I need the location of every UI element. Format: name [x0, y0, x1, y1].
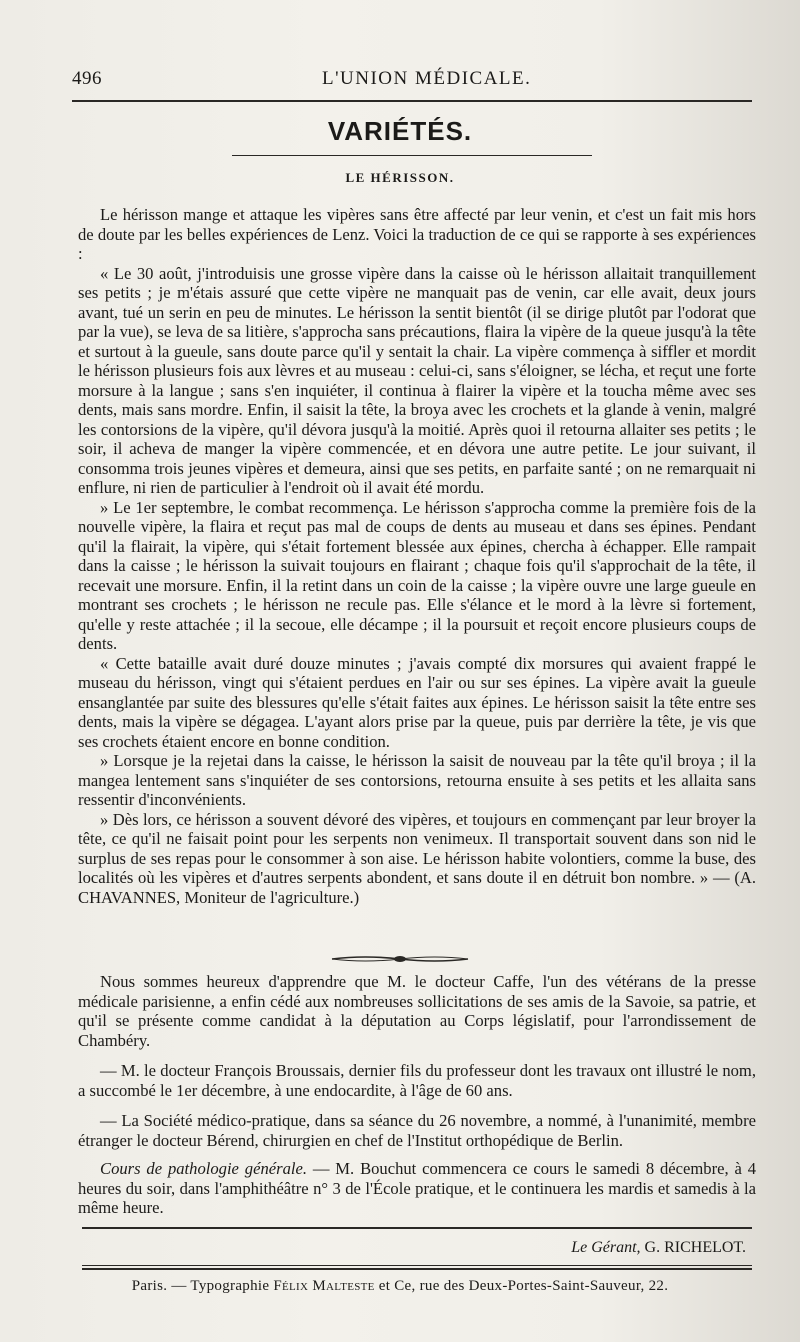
footer-rule-thick	[82, 1268, 752, 1270]
article-paragraph: » Lorsque je la rejetai dans la caisse, le hérisson la saisit de nouveau par la tête qu'il broya ; il la mangea lentement sans s'inquiéter de ses contorsions, retourna ensuite à ses petits et les allaita sans ressentir d'inconvénients.	[78, 751, 756, 809]
running-header	[72, 64, 752, 92]
footer-rule-thin	[82, 1265, 752, 1266]
printer-name: Félix Malteste	[273, 1278, 375, 1294]
news-section	[78, 972, 756, 1229]
article-paragraph: « Cette bataille avait duré douze minutes ; j'avais compté dix morsures qui avaient frappé le museau du hérisson, vingt qui s'étaient perdues en l'air ou sur ses épines. La vipère avait la gueule ensanglantée par suite des blessures qu'elle s'était faites aux épines. Le hérisson saisit la tête entre ses dents, mais la vipère se dégagea. L'ayant alors prise par la queue, puis par derrière la tête, je vis que ses crochets étaient encore en bonne condition.	[78, 653, 756, 751]
ornament-divider	[330, 954, 470, 964]
article-paragraph: « Le 30 août, j'introduisis une grosse vipère dans la caisse où le hérisson allaitait tranquillement ses petits ; je m'étais assuré que cette vipère ne manquait pas de venin, car elle avait, deux jours avant, tué un serin en peu de minutes. Le hérisson la sentit bientôt (il se dirige plutôt par l'odorat que par la vue), se leva de sa litière, s'approcha sans précautions, flaira la vipère de la queue jusqu'à la tête et surtout à la gueule, sans doute parce qu'il y sentait la chair. La vipère commença à siffler et mordit le hérisson plusieurs fois aux lèvres et au museau : celui-ci, sans s'éloigner, se lécha, et reçut une forte morsure à la langue ; sans s'en inquiéter, il continua à flairer la vipère et la toucha même avec ses dents, mais sans mordre. Enfin, il saisit la tête, la broya avec les crochets et la glande à venin, malgré les contorsions de la vipère, qu'il dévora jusqu'à la moitié. Après quoi il retourna allaiter ses petits ; le soir, il acheva de manger la vipère commencée, et en dévora une autre petite. Le jour suivant, il consomma trois jeunes vipères et demeura, ainsi que ses petits, en parfaite santé ; on ne remarquait ni enflure, ni rien de particulier à l'endroit où il avait été mordu.	[78, 263, 756, 497]
signature-name: G. RICHELOT.	[644, 1239, 746, 1256]
journal-title: L'UNION MÉDICALE.	[322, 68, 532, 89]
page-number: 496	[72, 68, 102, 89]
footer-rule	[82, 1227, 752, 1229]
printer-prefix: Paris. — Typographie	[131, 1278, 270, 1294]
signature	[571, 1239, 746, 1257]
news-berend: — La Société médico-pratique, dans sa séance du 26 novembre, a nommé, à l'unanimité, membre étranger le docteur Bérend, chirurgien en chef de l'Institut orthopédique de Berlin.	[78, 1111, 756, 1150]
article-title: LE HÉRISSON.	[345, 170, 455, 185]
signature-label: Le Gérant,	[571, 1239, 641, 1256]
section-title: VARIÉTÉS.	[327, 116, 473, 146]
course-title: Cours de pathologie générale.	[100, 1159, 307, 1178]
news-caffe: Nous sommes heureux d'apprendre que M. le docteur Caffe, l'un des vétérans de la presse médicale parisienne, a enfin cédé aux nombreuses sollicitations de ses amis de la Savoie, sa patrie, et qu'il se présente comme candidat à la députation au Corps législatif, pour l'arrondissement de Chambéry.	[78, 972, 756, 1050]
printer-imprint	[0, 1278, 800, 1295]
news-course	[78, 1159, 756, 1218]
printer-suffix: et Ce, rue des Deux-Portes-Saint-Sauveur, 22.	[378, 1278, 669, 1294]
article-paragraph: » Dès lors, ce hérisson a souvent dévoré des vipères, et toujours en commençant par leur broyer la tête, ce qu'il ne faisait point pour les serpents non venimeux. Il transportait souvent dans son nid le surplus de ses repas pour le consommer à son aise. Le hérisson habite volontiers, comme la buse, des localités où les vipères et d'autres serpents abondent, et sans doute il en détruit bon nombre. » — (A. CHAVANNES, Moniteur de l'agriculture.)	[78, 809, 756, 907]
course-text: — M. Bouchut commencera ce cours le samedi 8 décembre, à 4 heures du soir, dans l'amphithéâtre n° 3 de l'École pratique, et le continuera les mardis et samedis à la même heure.	[78, 1159, 757, 1217]
article-body	[78, 205, 756, 907]
section-rule	[232, 155, 592, 156]
article-paragraph: Le hérisson mange et attaque les vipères sans être affecté par leur venin, et c'est un fait mis hors de doute par les belles expériences de Lenz. Voici la traduction de ce qui se rapporte à ses expériences :	[78, 205, 756, 263]
news-broussais: — M. le docteur François Broussais, dernier fils du professeur dont les travaux ont illustré le nom, a succombé le 1er décembre, à une endocardite, à l'âge de 60 ans.	[78, 1061, 756, 1100]
article-paragraph: » Le 1er septembre, le combat recommença. Le hérisson s'approcha comme la première fois de la nouvelle vipère, la flaira et reçut pas mal de coups de dents au museau et dans ses épines. Pendant qu'il la flairait, la vipère, qui s'était fortement blessée aux épines, chercha à échapper. Elle rampait dans la caisse ; le hérisson la suivait toujours en flairant ; chaque fois qu'il s'approchait de la tête, il recevait une morsure. Enfin, il la retint dans un coin de la caisse ; la vipère ouvre une large gueule en montrant ses crochets ; le hérisson ne recule pas. Elle s'élance et le mord à la lèvre si fortement, qu'elle y reste attachée ; il la secoue, elle décampe ; il la poursuit et reçoit encore plusieurs coups de dents.	[78, 497, 756, 653]
header-rule	[72, 100, 752, 102]
